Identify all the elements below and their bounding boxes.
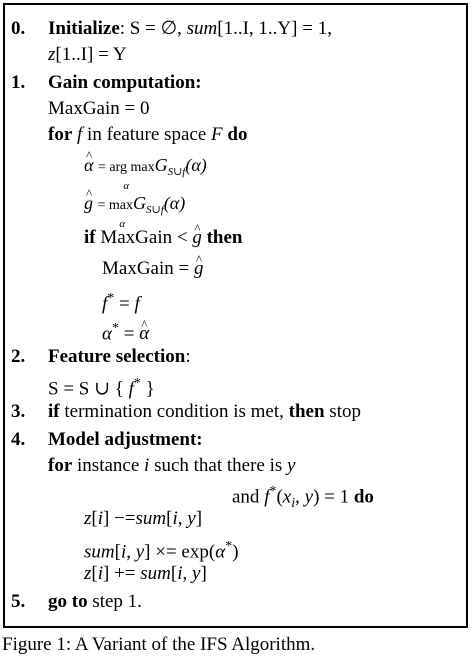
step-1-label: Gain computation: [48, 72, 202, 93]
and-condition-line: and $f^*(x_i$, y) = 1 do [232, 484, 374, 512]
step-5-line: go to step 1. [48, 591, 142, 612]
if-maxgain-line: if MaxGain < ^ g then [84, 227, 243, 249]
step-3-number: 3. [11, 401, 26, 422]
step-2-number: 2. [11, 346, 26, 367]
assign-alphastar: α* = ^ α [102, 318, 149, 345]
alpha-hat-argmax: ^ α = arg max α $G_{S\cup f}(\alpha)$ [84, 154, 207, 183]
algorithm-box [3, 3, 468, 628]
step-0-line-1: Initialize: S = ∅, sum[1..I, 1..Y] = 1, [48, 18, 332, 39]
step-2-update: S = S ∪ { f* } [48, 376, 155, 400]
figure-caption: Figure 1: A Variant of the IFS Algorithm. [2, 634, 316, 655]
step-2-label: Feature selection: [48, 346, 191, 367]
maxgain-init: MaxGain = 0 [48, 98, 150, 119]
step-4-label: Model adjustment: [48, 429, 203, 450]
for-feature-line: for f in feature space F do [48, 124, 248, 145]
sum-times-line: sum[i, y] ×= exp(α*) [84, 539, 239, 563]
step-1-number: 1. [11, 72, 26, 93]
step-5-number: 5. [11, 591, 26, 612]
step-0-number: 0. [11, 18, 26, 39]
assign-maxgain: MaxGain = ^ g [102, 258, 203, 280]
step-3-line: if termination condition is met, then stop [48, 401, 361, 422]
assign-fstar: f* = f [102, 291, 140, 315]
g-hat-max: ^ g = max α $G_{S\cup f}(\alpha)$ [84, 192, 185, 221]
step-4-number: 4. [11, 429, 26, 450]
for-instance-line: for instance i such that there is y [48, 455, 296, 476]
z-plus-line: z[i] += sum[i, y] [84, 563, 207, 584]
step-0-line-2: z[1..I] = Y [48, 44, 127, 65]
z-minus-line: z[i] −=sum[i, y] [84, 508, 203, 529]
